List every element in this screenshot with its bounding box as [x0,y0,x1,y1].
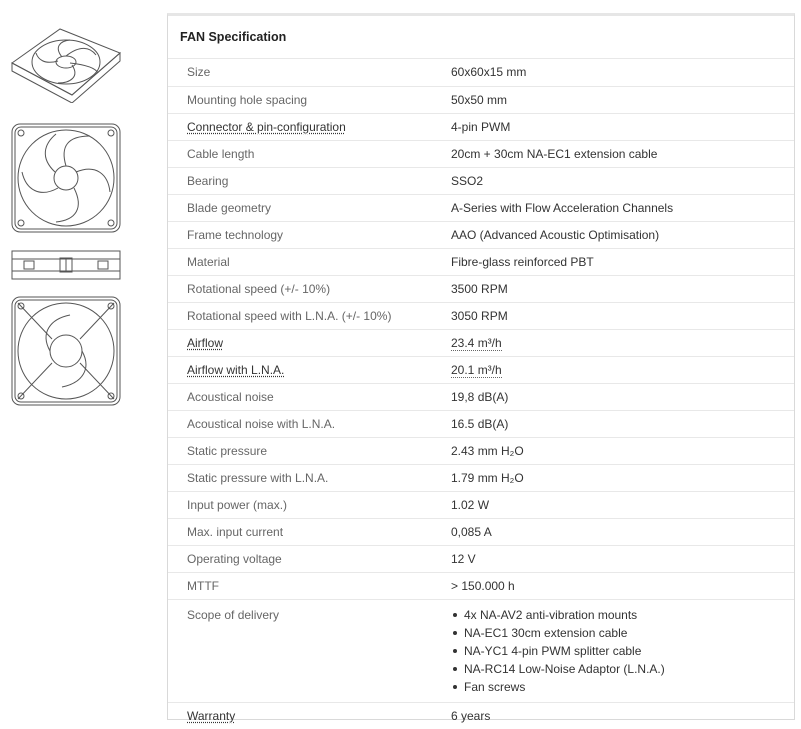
spec-value-cell [451,383,794,410]
spec-label: Static pressure [187,443,268,458]
spec-value-cell [451,491,794,518]
spec-label-cell [168,275,451,302]
spec-label: Size [187,65,211,80]
spec-value-cell [451,302,794,329]
spec-row [168,329,794,356]
spec-value-cell [451,113,794,140]
spec-label-cell [168,383,451,410]
spec-label-cell [168,221,451,248]
spec-value-cell [451,194,794,221]
spec-label: Acoustical noise [187,389,274,404]
spec-label: Operating voltage [187,551,282,566]
spec-value: 3500 RPM [451,281,508,296]
spec-value: 6 years [451,708,491,723]
fan-iso-icon [10,25,122,103]
spec-row [168,410,794,437]
spec-label-cell [168,545,451,572]
spec-label-cell [168,437,451,464]
scope-list-item: Fan screws [464,678,794,696]
spec-label-cell [168,167,451,194]
spec-value-cell [451,140,794,167]
spec-row [168,221,794,248]
spec-value: 1.02 W [451,497,490,512]
spec-row [168,572,794,599]
spec-label: Max. input current [187,524,284,539]
thumbnail-iso[interactable] [10,25,122,103]
spec-label-cell [168,59,451,86]
spec-label: Blade geometry [187,200,272,215]
spec-value: > 150.000 h [451,578,515,593]
spec-row [168,194,794,221]
spec-title: FAN Specification [168,16,794,59]
spec-value: 3050 RPM [451,308,508,323]
scope-list-item: NA-YC1 4-pin PWM splitter cable [464,642,794,660]
spec-value: AAO (Advanced Acoustic Optimisation) [451,227,660,242]
thumbnail-side[interactable] [10,249,122,281]
spec-value: A-Series with Flow Acceleration Channels [451,200,674,215]
spec-table [168,59,794,729]
spec-value: 4-pin PWM [451,119,511,134]
spec-label: MTTF [187,578,219,593]
spec-row-warranty [168,702,794,729]
spec-label-cell [168,329,451,356]
spec-label: Bearing [187,173,229,188]
spec-label: Material [187,254,230,269]
spec-value: 1.79 mm H₂O [451,470,524,485]
spec-row [168,302,794,329]
spec-value: 0,085 A [451,524,492,539]
spec-label-tooltip-link[interactable]: Warranty [187,708,236,723]
spec-label: Rotational speed with L.N.A. (+/- 10%) [187,308,392,323]
spec-value: 19,8 dB(A) [451,389,509,404]
spec-value-cell [451,410,794,437]
spec-row [168,140,794,167]
spec-row [168,437,794,464]
spec-row [168,113,794,140]
spec-value: 23.4 m³/h [451,335,502,350]
spec-value-cell [451,167,794,194]
spec-row [168,86,794,113]
spec-row [168,248,794,275]
spec-label-cell [168,113,451,140]
spec-label-cell [168,302,451,329]
spec-label-cell [168,518,451,545]
spec-row [168,491,794,518]
spec-value: 16.5 dB(A) [451,416,509,431]
spec-label-tooltip-link[interactable]: Airflow with L.N.A. [187,362,285,377]
spec-label-tooltip-link[interactable]: Connector & pin-configuration [187,119,346,134]
spec-label: Cable length [187,146,255,161]
spec-value: 2.43 mm H₂O [451,443,524,458]
spec-row-scope [168,599,794,702]
spec-value: Fibre-glass reinforced PBT [451,254,594,269]
spec-value: 20cm + 30cm NA-EC1 extension cable [451,146,658,161]
spec-label-cell [168,86,451,113]
spec-value-cell [451,86,794,113]
spec-label: Rotational speed (+/- 10%) [187,281,331,296]
spec-value-cell [451,545,794,572]
spec-label-cell [168,572,451,599]
spec-value-cell [451,248,794,275]
spec-row [168,167,794,194]
spec-value-cell [451,572,794,599]
spec-label-cell [168,491,451,518]
thumbnail-front[interactable] [10,122,122,234]
thumbnail-back[interactable] [10,295,122,407]
scope-list [451,606,794,696]
spec-label-cell [168,410,451,437]
spec-value: 60x60x15 mm [451,65,527,80]
spec-value: 50x50 mm [451,92,508,107]
spec-row [168,464,794,491]
spec-value-cell [451,599,794,702]
fan-side-icon [10,249,122,281]
spec-value-cell [451,518,794,545]
spec-value: 12 V [451,551,476,566]
spec-value: SSO2 [451,173,484,188]
fan-front-icon [10,122,122,234]
spec-row [168,275,794,302]
spec-label-cell [168,140,451,167]
spec-label-cell [168,599,451,702]
spec-value-cell [451,59,794,86]
scope-list-item: 4x NA-AV2 anti-vibration mounts [464,606,794,624]
spec-label-cell [168,702,451,729]
spec-label: Mounting hole spacing [187,92,308,107]
spec-label: Frame technology [187,227,284,242]
fan-spec-panel [167,13,795,723]
spec-row [168,59,794,86]
spec-label-cell [168,248,451,275]
spec-row [168,383,794,410]
spec-label: Static pressure with L.N.A. [187,470,329,485]
spec-value-cell [451,329,794,356]
spec-label: Acoustical noise with L.N.A. [187,416,336,431]
fan-back-icon [10,295,122,407]
spec-label-cell [168,464,451,491]
spec-label: Scope of delivery [187,607,280,622]
spec-label-cell [168,194,451,221]
spec-value-cell [451,356,794,383]
spec-value-cell [451,221,794,248]
scope-list-item: NA-RC14 Low-Noise Adaptor (L.N.A.) [464,660,794,678]
spec-value-cell [451,702,794,729]
spec-label-tooltip-link[interactable]: Airflow [187,335,224,350]
spec-value-cell [451,275,794,302]
spec-row [168,545,794,572]
spec-row [168,518,794,545]
spec-value: 20.1 m³/h [451,362,502,377]
spec-label-cell [168,356,451,383]
scope-list-item: NA-EC1 30cm extension cable [464,624,794,642]
spec-value-cell [451,464,794,491]
spec-row [168,356,794,383]
spec-value-cell [451,437,794,464]
spec-label: Input power (max.) [187,497,288,512]
